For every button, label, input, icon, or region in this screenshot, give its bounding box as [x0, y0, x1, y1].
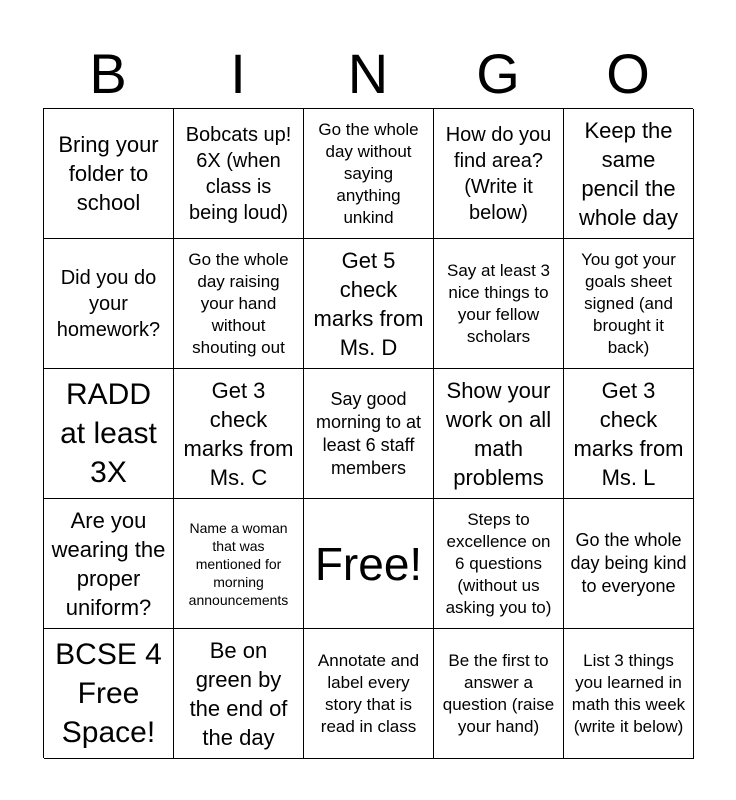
cell-text: Go the whole day without saying anything unkind — [318, 119, 419, 227]
bingo-cell-r3-c2[interactable] — [174, 369, 304, 499]
cell-text: Keep the same pencil the whole day — [578, 117, 679, 230]
bingo-cell-r1-c5[interactable] — [564, 109, 694, 239]
cell-text: You got your goals sheet signed (and brought it back) — [581, 249, 676, 357]
cell-text: BCSE 4 Free Space! — [55, 638, 162, 749]
cell-text: Get 3 check marks from Ms. L — [573, 377, 684, 490]
bingo-cell-r5-c2[interactable] — [174, 629, 304, 759]
bingo-cell-r3-c5[interactable] — [564, 369, 694, 499]
cell-text: Bring your folder to school — [58, 132, 159, 215]
bingo-cell-r4-c3-free[interactable] — [304, 499, 434, 629]
cell-text: Name a woman that was mentioned for morning announcements — [188, 519, 289, 608]
cell-text: Say at least 3 nice things to your fellow scholars — [446, 260, 550, 346]
bingo-cell-r1-c3[interactable] — [304, 109, 434, 239]
bingo-cell-r5-c3[interactable] — [304, 629, 434, 759]
cell-text: Say good morning to at least 6 staff members — [315, 388, 422, 478]
header-letter-b: B — [89, 42, 127, 105]
cell-text: List 3 things you learned in math this week (write it below) — [571, 650, 686, 736]
cell-text: Are you wearing the proper uniform? — [51, 507, 166, 620]
bingo-cell-r2-c2[interactable] — [174, 239, 304, 369]
header-letter-i: I — [230, 42, 246, 105]
header-letter-n: N — [347, 42, 389, 105]
cell-text: Bobcats up! 6X (when class is being loud) — [185, 123, 292, 224]
bingo-cell-r4-c2[interactable] — [174, 499, 304, 629]
bingo-cell-r3-c1[interactable] — [44, 369, 174, 499]
bingo-cell-r5-c5[interactable] — [564, 629, 694, 759]
bingo-cell-r4-c5[interactable] — [564, 499, 694, 629]
cell-text: Annotate and label every story that is read in class — [317, 650, 420, 736]
bingo-cell-r5-c1[interactable] — [44, 629, 174, 759]
bingo-cell-r1-c4[interactable] — [434, 109, 564, 239]
cell-text: Show your work on all math problems — [445, 377, 552, 490]
cell-text: RADD at least 3X — [60, 378, 157, 489]
cell-text: Be the first to answer a question (raise your hand) — [442, 650, 555, 736]
bingo-cell-r4-c1[interactable] — [44, 499, 174, 629]
cell-text: Steps to excellence on 6 questions (without us asking you to) — [445, 509, 552, 617]
bingo-cell-r3-c4[interactable] — [434, 369, 564, 499]
cell-text: Get 5 check marks from Ms. D — [313, 247, 424, 360]
bingo-grid — [43, 108, 693, 758]
bingo-cell-r2-c1[interactable] — [44, 239, 174, 369]
bingo-header — [43, 40, 693, 108]
cell-text: Go the whole day being kind to everyone — [570, 530, 687, 596]
bingo-cell-r2-c3[interactable] — [304, 239, 434, 369]
cell-text: Be on green by the end of the day — [189, 637, 288, 750]
bingo-cell-r4-c4[interactable] — [434, 499, 564, 629]
bingo-cell-r3-c3[interactable] — [304, 369, 434, 499]
cell-text: Did you do your homework? — [56, 266, 161, 341]
header-letter-o: O — [606, 42, 650, 105]
bingo-cell-r1-c1[interactable] — [44, 109, 174, 239]
cell-text: How do you find area? (Write it below) — [445, 123, 552, 224]
cell-text: Get 3 check marks from Ms. C — [183, 377, 294, 490]
cell-text: Go the whole day raising your hand without shouting out — [188, 249, 289, 357]
free-space-text: Free! — [314, 537, 423, 590]
header-letter-g: G — [476, 42, 520, 105]
bingo-cell-r1-c2[interactable] — [174, 109, 304, 239]
bingo-cell-r2-c5[interactable] — [564, 239, 694, 369]
bingo-cell-r2-c4[interactable] — [434, 239, 564, 369]
bingo-cell-r5-c4[interactable] — [434, 629, 564, 759]
